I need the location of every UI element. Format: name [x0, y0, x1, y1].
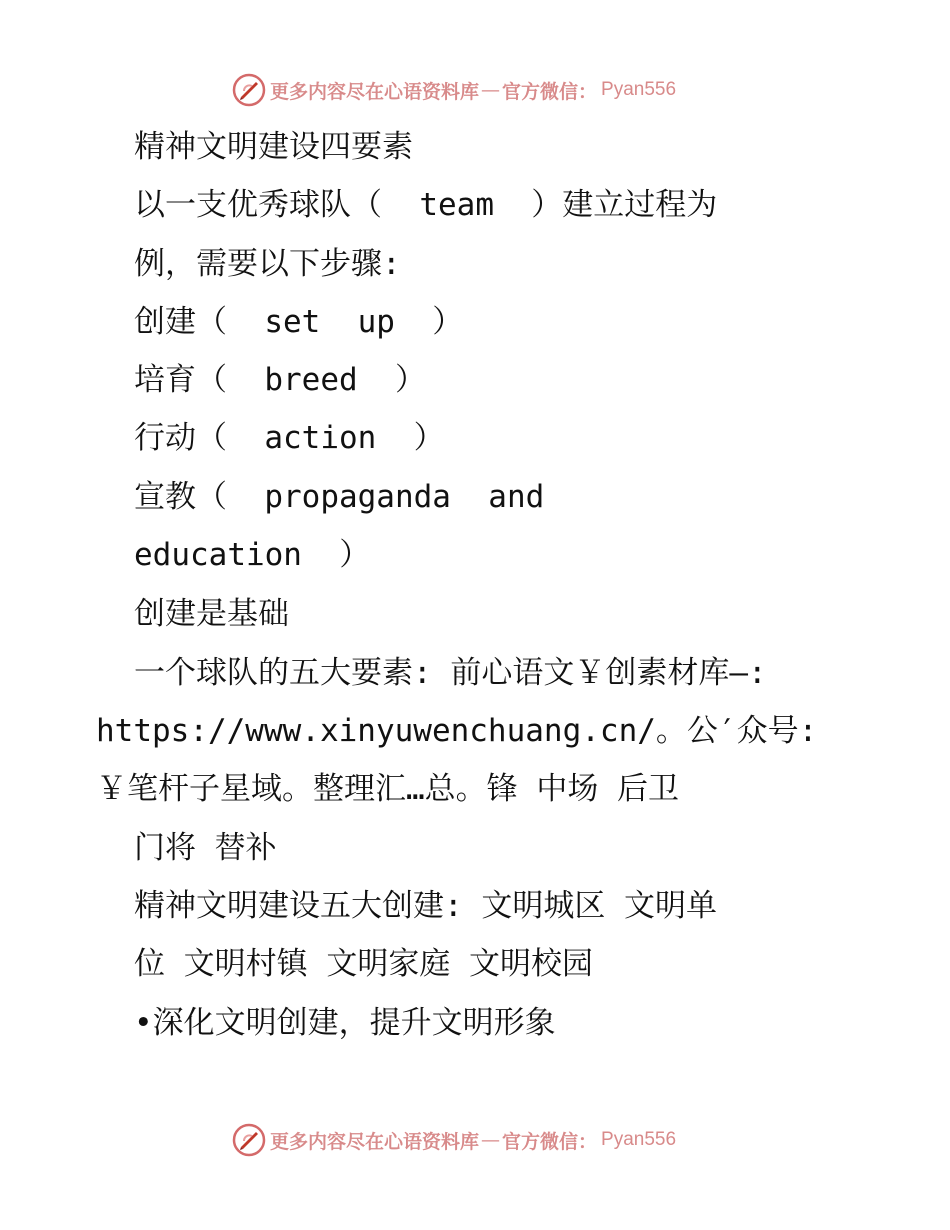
text-line: 以一支优秀球队（ team ）建立过程为: [134, 187, 718, 223]
quill-logo-icon: [232, 1123, 266, 1157]
watermark-wechat-id: Pyan556: [601, 79, 677, 100]
watermark-text: 更多内容尽在心语资料库: [270, 80, 480, 103]
watermark-text: 更多内容尽在心语资料库: [270, 1130, 480, 1153]
watermark-wechat-id: Pyan556: [601, 1129, 677, 1150]
text-line: 位 文明村镇 文明家庭 文明校园: [134, 946, 593, 982]
doc-title: 精神文明建设四要素: [134, 129, 413, 165]
text-line: education ）: [134, 537, 371, 573]
text-line: 培育（ breed ）: [134, 362, 426, 398]
watermark-separator: —: [481, 1129, 501, 1151]
watermark-label: 官方微信：: [502, 80, 598, 103]
text-line-url: https://www.xinyuwenchuang.cn/。公′众号:: [96, 713, 818, 749]
text-line: 精神文明建设五大创建: 文明城区 文明单: [134, 888, 717, 924]
quill-logo-icon: [232, 73, 266, 107]
text-line: 门将 替补: [134, 830, 277, 866]
text-line: ￥笔杆子星域。整理汇…总。锋 中场 后卫: [96, 771, 679, 807]
text-line: 创建（ set up ）: [134, 304, 464, 340]
text-line: 创建是基础: [134, 596, 289, 632]
text-line: 例，需要以下步骤:: [134, 246, 401, 282]
text-line: 一个球队的五大要素: 前心语文￥创素材库—:: [134, 655, 767, 691]
footer-watermark: [232, 1122, 676, 1158]
header-watermark: [232, 72, 676, 108]
text-line: 行动（ action ）: [134, 420, 445, 456]
watermark-separator: —: [481, 79, 501, 101]
watermark-label: 官方微信：: [502, 1130, 598, 1153]
text-line: 宣教（ propaganda and: [134, 479, 545, 515]
bullet-line: •深化文明创建，提升文明形象: [134, 1005, 556, 1041]
